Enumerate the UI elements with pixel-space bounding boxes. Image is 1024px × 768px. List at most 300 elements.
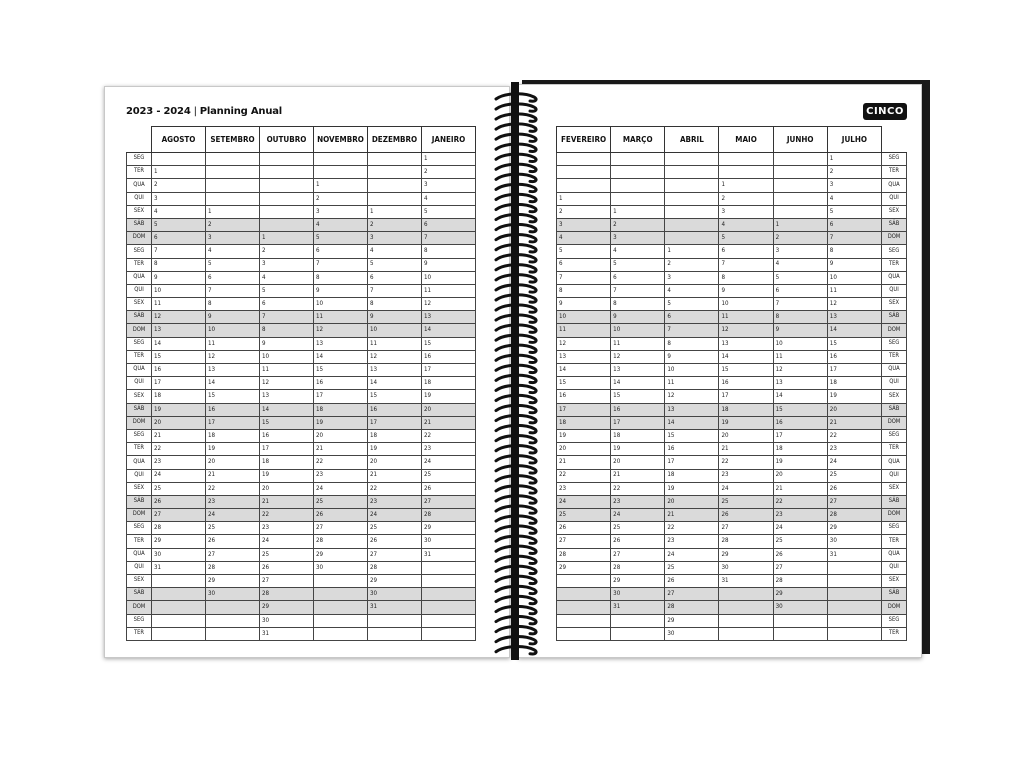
day-cell bbox=[719, 166, 773, 179]
day-cell bbox=[260, 179, 314, 192]
day-row bbox=[557, 166, 907, 179]
day-cell: 4 bbox=[665, 284, 719, 297]
weekday-label: SÁB bbox=[127, 311, 152, 324]
weekday-label: TER bbox=[882, 535, 907, 548]
day-row bbox=[557, 429, 907, 442]
day-cell: 29 bbox=[773, 588, 827, 601]
day-cell: 6 bbox=[611, 271, 665, 284]
spiral-ring bbox=[496, 114, 536, 121]
day-cell: 8 bbox=[611, 298, 665, 311]
spiral-ring bbox=[496, 124, 536, 131]
weekday-label: SÁB bbox=[882, 495, 907, 508]
day-row bbox=[127, 509, 476, 522]
weekday-label: QUA bbox=[882, 548, 907, 561]
spiral-ring bbox=[496, 224, 536, 231]
day-cell bbox=[665, 166, 719, 179]
weekday-label: QUI bbox=[882, 561, 907, 574]
day-cell: 10 bbox=[314, 298, 368, 311]
day-cell: 5 bbox=[368, 258, 422, 271]
day-cell: 11 bbox=[557, 324, 611, 337]
day-cell: 4 bbox=[557, 232, 611, 245]
day-cell bbox=[260, 192, 314, 205]
day-cell: 30 bbox=[422, 535, 476, 548]
day-row bbox=[557, 495, 907, 508]
day-cell: 2 bbox=[773, 232, 827, 245]
day-cell: 29 bbox=[665, 614, 719, 627]
day-cell: 27 bbox=[773, 561, 827, 574]
day-cell: 16 bbox=[260, 429, 314, 442]
day-cell: 29 bbox=[611, 575, 665, 588]
day-cell: 10 bbox=[368, 324, 422, 337]
day-cell: 5 bbox=[773, 271, 827, 284]
day-cell: 31 bbox=[827, 548, 881, 561]
spiral-ring bbox=[496, 506, 536, 513]
day-cell bbox=[314, 588, 368, 601]
day-cell bbox=[611, 166, 665, 179]
day-cell bbox=[422, 627, 476, 640]
day-cell: 27 bbox=[314, 522, 368, 535]
day-cell: 27 bbox=[422, 495, 476, 508]
day-row bbox=[127, 324, 476, 337]
day-cell: 8 bbox=[368, 298, 422, 311]
day-row bbox=[557, 575, 907, 588]
day-cell: 15 bbox=[719, 364, 773, 377]
day-cell: 22 bbox=[206, 482, 260, 495]
spiral-ring bbox=[496, 335, 536, 342]
day-cell bbox=[557, 575, 611, 588]
day-cell: 24 bbox=[422, 456, 476, 469]
day-cell: 23 bbox=[422, 443, 476, 456]
day-cell: 27 bbox=[260, 575, 314, 588]
day-cell: 1 bbox=[665, 245, 719, 258]
spiral-ring bbox=[496, 425, 536, 432]
day-cell: 25 bbox=[314, 495, 368, 508]
day-cell: 18 bbox=[827, 377, 881, 390]
day-cell: 8 bbox=[719, 271, 773, 284]
day-row bbox=[557, 482, 907, 495]
weekday-label: QUA bbox=[127, 548, 152, 561]
day-cell: 7 bbox=[152, 245, 206, 258]
spiral-ring bbox=[496, 375, 536, 382]
day-cell: 21 bbox=[368, 469, 422, 482]
day-cell bbox=[665, 153, 719, 166]
day-cell: 24 bbox=[827, 456, 881, 469]
day-cell: 31 bbox=[260, 627, 314, 640]
day-cell: 17 bbox=[314, 390, 368, 403]
spiral-ring bbox=[496, 546, 536, 553]
weekday-label: SEX bbox=[882, 205, 907, 218]
day-cell: 16 bbox=[422, 350, 476, 363]
brand-logo: CINCO bbox=[863, 103, 907, 120]
spiral-ring bbox=[496, 626, 536, 633]
weekday-label: QUA bbox=[882, 456, 907, 469]
day-row bbox=[557, 337, 907, 350]
day-cell: 12 bbox=[314, 324, 368, 337]
day-cell bbox=[719, 614, 773, 627]
day-cell: 18 bbox=[206, 429, 260, 442]
day-cell: 19 bbox=[827, 390, 881, 403]
weekday-label: DOM bbox=[127, 232, 152, 245]
day-cell: 28 bbox=[557, 548, 611, 561]
day-cell: 16 bbox=[152, 364, 206, 377]
day-cell: 13 bbox=[368, 364, 422, 377]
day-cell: 14 bbox=[314, 350, 368, 363]
day-row bbox=[557, 443, 907, 456]
day-cell: 18 bbox=[260, 456, 314, 469]
day-cell: 16 bbox=[827, 350, 881, 363]
spiral-ring bbox=[496, 446, 536, 453]
spiral-ring bbox=[496, 255, 536, 262]
day-cell: 22 bbox=[314, 456, 368, 469]
day-cell bbox=[719, 627, 773, 640]
month-header: MARÇO bbox=[611, 127, 665, 153]
day-cell: 17 bbox=[665, 456, 719, 469]
day-cell: 1 bbox=[719, 179, 773, 192]
day-row bbox=[127, 456, 476, 469]
day-cell: 16 bbox=[557, 390, 611, 403]
day-cell: 27 bbox=[719, 522, 773, 535]
day-row bbox=[557, 205, 907, 218]
day-cell bbox=[827, 561, 881, 574]
day-cell bbox=[827, 575, 881, 588]
day-row bbox=[127, 271, 476, 284]
day-cell: 2 bbox=[665, 258, 719, 271]
day-cell: 21 bbox=[260, 495, 314, 508]
day-cell: 2 bbox=[557, 205, 611, 218]
spiral-ring bbox=[496, 405, 536, 412]
day-cell: 21 bbox=[665, 509, 719, 522]
day-cell: 10 bbox=[665, 364, 719, 377]
day-cell: 6 bbox=[665, 311, 719, 324]
day-cell: 26 bbox=[611, 535, 665, 548]
day-cell: 21 bbox=[314, 443, 368, 456]
day-row bbox=[557, 469, 907, 482]
day-cell bbox=[422, 601, 476, 614]
weekday-label: SEX bbox=[127, 575, 152, 588]
weekday-label: QUA bbox=[127, 271, 152, 284]
day-cell: 17 bbox=[206, 416, 260, 429]
day-cell: 3 bbox=[368, 232, 422, 245]
day-cell bbox=[206, 601, 260, 614]
spiral-ring bbox=[496, 385, 536, 392]
day-cell: 3 bbox=[152, 192, 206, 205]
day-cell: 20 bbox=[827, 403, 881, 416]
weekday-label: QUA bbox=[882, 179, 907, 192]
day-cell: 25 bbox=[665, 561, 719, 574]
spiral-ring bbox=[496, 566, 536, 573]
day-cell: 30 bbox=[152, 548, 206, 561]
day-cell: 22 bbox=[665, 522, 719, 535]
day-cell: 12 bbox=[260, 377, 314, 390]
spiral-ring bbox=[496, 325, 536, 332]
day-cell bbox=[557, 153, 611, 166]
day-cell: 30 bbox=[665, 627, 719, 640]
day-cell: 4 bbox=[719, 218, 773, 231]
day-row bbox=[557, 601, 907, 614]
day-cell bbox=[314, 614, 368, 627]
day-cell: 24 bbox=[611, 509, 665, 522]
day-cell: 30 bbox=[368, 588, 422, 601]
day-cell: 6 bbox=[368, 271, 422, 284]
weekday-label: SEG bbox=[127, 522, 152, 535]
day-cell bbox=[260, 153, 314, 166]
day-cell: 23 bbox=[827, 443, 881, 456]
day-cell: 19 bbox=[152, 403, 206, 416]
day-cell: 3 bbox=[314, 205, 368, 218]
weekday-label: QUA bbox=[127, 456, 152, 469]
day-row bbox=[557, 509, 907, 522]
day-cell: 13 bbox=[422, 311, 476, 324]
day-cell: 8 bbox=[206, 298, 260, 311]
day-row bbox=[127, 588, 476, 601]
day-cell: 10 bbox=[152, 284, 206, 297]
spiral-ring bbox=[496, 184, 536, 191]
right-calendar-table bbox=[556, 126, 907, 641]
day-cell: 17 bbox=[368, 416, 422, 429]
day-cell: 14 bbox=[368, 377, 422, 390]
weekday-label: SÁB bbox=[127, 218, 152, 231]
day-cell: 18 bbox=[665, 469, 719, 482]
day-cell: 14 bbox=[827, 324, 881, 337]
spiral-ring bbox=[496, 295, 536, 302]
day-row bbox=[557, 311, 907, 324]
day-cell: 5 bbox=[557, 245, 611, 258]
weekday-label: TER bbox=[882, 258, 907, 271]
day-cell: 18 bbox=[422, 377, 476, 390]
day-row bbox=[557, 403, 907, 416]
spiral-ring bbox=[496, 285, 536, 292]
day-cell: 10 bbox=[719, 298, 773, 311]
weekday-label: TER bbox=[127, 166, 152, 179]
day-cell: 7 bbox=[719, 258, 773, 271]
day-cell: 26 bbox=[827, 482, 881, 495]
day-row bbox=[557, 377, 907, 390]
spiral-binding bbox=[490, 90, 540, 660]
day-cell: 2 bbox=[719, 192, 773, 205]
weekday-label: SEX bbox=[127, 205, 152, 218]
day-cell: 3 bbox=[773, 245, 827, 258]
day-row bbox=[127, 601, 476, 614]
day-cell: 6 bbox=[260, 298, 314, 311]
day-cell bbox=[719, 601, 773, 614]
day-cell: 20 bbox=[719, 429, 773, 442]
day-cell: 29 bbox=[260, 601, 314, 614]
day-row bbox=[557, 390, 907, 403]
day-cell: 10 bbox=[206, 324, 260, 337]
day-cell bbox=[827, 601, 881, 614]
day-cell: 23 bbox=[611, 495, 665, 508]
day-cell bbox=[152, 575, 206, 588]
day-cell: 14 bbox=[422, 324, 476, 337]
month-header-row bbox=[557, 127, 907, 153]
day-cell: 5 bbox=[665, 298, 719, 311]
day-cell: 23 bbox=[314, 469, 368, 482]
day-cell: 30 bbox=[611, 588, 665, 601]
weekday-label: TER bbox=[882, 443, 907, 456]
weekday-label: TER bbox=[127, 350, 152, 363]
day-cell: 26 bbox=[422, 482, 476, 495]
day-cell: 21 bbox=[422, 416, 476, 429]
day-row bbox=[127, 548, 476, 561]
day-cell: 20 bbox=[422, 403, 476, 416]
weekday-label: QUA bbox=[127, 364, 152, 377]
day-cell: 27 bbox=[206, 548, 260, 561]
spiral-ring bbox=[496, 345, 536, 352]
day-cell: 25 bbox=[152, 482, 206, 495]
spiral-ring bbox=[496, 415, 536, 422]
day-cell: 29 bbox=[422, 522, 476, 535]
day-row bbox=[557, 258, 907, 271]
left-calendar-table bbox=[126, 126, 476, 641]
day-cell: 6 bbox=[773, 284, 827, 297]
day-cell: 8 bbox=[152, 258, 206, 271]
weekday-label: SEX bbox=[127, 482, 152, 495]
spiral-ring bbox=[496, 435, 536, 442]
day-cell: 6 bbox=[422, 218, 476, 231]
day-cell bbox=[368, 627, 422, 640]
day-row bbox=[127, 627, 476, 640]
day-cell: 23 bbox=[152, 456, 206, 469]
weekday-label: QUA bbox=[882, 364, 907, 377]
day-cell: 5 bbox=[611, 258, 665, 271]
day-cell: 14 bbox=[152, 337, 206, 350]
day-cell bbox=[665, 205, 719, 218]
day-cell: 12 bbox=[206, 350, 260, 363]
day-cell: 28 bbox=[422, 509, 476, 522]
day-cell: 16 bbox=[368, 403, 422, 416]
day-cell: 9 bbox=[152, 271, 206, 284]
day-cell: 23 bbox=[206, 495, 260, 508]
day-cell: 18 bbox=[719, 403, 773, 416]
day-row bbox=[557, 614, 907, 627]
day-cell: 28 bbox=[611, 561, 665, 574]
day-row bbox=[127, 205, 476, 218]
day-cell: 23 bbox=[773, 509, 827, 522]
day-row bbox=[557, 153, 907, 166]
day-cell: 9 bbox=[260, 337, 314, 350]
day-cell: 11 bbox=[773, 350, 827, 363]
spiral-ring bbox=[496, 496, 536, 503]
spiral-ring bbox=[496, 164, 536, 171]
day-row bbox=[557, 364, 907, 377]
day-cell: 12 bbox=[368, 350, 422, 363]
weekday-label: DOM bbox=[127, 324, 152, 337]
weekday-label: SÁB bbox=[882, 218, 907, 231]
day-cell: 25 bbox=[206, 522, 260, 535]
day-cell bbox=[206, 153, 260, 166]
day-cell: 1 bbox=[368, 205, 422, 218]
day-cell: 21 bbox=[719, 443, 773, 456]
day-cell: 18 bbox=[611, 429, 665, 442]
day-row bbox=[557, 324, 907, 337]
day-cell: 20 bbox=[206, 456, 260, 469]
weekday-label: DOM bbox=[127, 601, 152, 614]
day-cell: 28 bbox=[773, 575, 827, 588]
day-cell bbox=[152, 153, 206, 166]
day-cell: 24 bbox=[314, 482, 368, 495]
day-cell: 11 bbox=[152, 298, 206, 311]
day-cell: 15 bbox=[557, 377, 611, 390]
day-cell: 25 bbox=[368, 522, 422, 535]
day-cell: 8 bbox=[557, 284, 611, 297]
weekday-label: SEX bbox=[882, 390, 907, 403]
day-cell bbox=[773, 179, 827, 192]
day-cell: 11 bbox=[314, 311, 368, 324]
day-cell bbox=[773, 205, 827, 218]
day-cell bbox=[152, 614, 206, 627]
day-row bbox=[557, 627, 907, 640]
day-cell: 5 bbox=[260, 284, 314, 297]
weekday-label: TER bbox=[127, 627, 152, 640]
spiral-ring bbox=[496, 204, 536, 211]
day-cell: 31 bbox=[152, 561, 206, 574]
weekday-label: QUI bbox=[882, 469, 907, 482]
day-row bbox=[127, 495, 476, 508]
day-row bbox=[557, 548, 907, 561]
day-cell bbox=[422, 561, 476, 574]
weekday-label: SEG bbox=[882, 614, 907, 627]
weekday-label: DOM bbox=[882, 416, 907, 429]
day-row bbox=[127, 614, 476, 627]
day-cell: 24 bbox=[719, 482, 773, 495]
month-header: OUTUBRO bbox=[260, 127, 314, 153]
day-cell: 28 bbox=[314, 535, 368, 548]
day-row bbox=[557, 416, 907, 429]
day-cell: 19 bbox=[260, 469, 314, 482]
day-row bbox=[127, 390, 476, 403]
day-row bbox=[557, 192, 907, 205]
day-cell: 4 bbox=[368, 245, 422, 258]
day-cell: 12 bbox=[719, 324, 773, 337]
day-row bbox=[127, 153, 476, 166]
day-cell: 14 bbox=[665, 416, 719, 429]
day-cell bbox=[773, 166, 827, 179]
weekday-label: SEX bbox=[127, 390, 152, 403]
day-cell: 11 bbox=[827, 284, 881, 297]
day-cell: 9 bbox=[368, 311, 422, 324]
day-cell: 27 bbox=[665, 588, 719, 601]
weekday-label: SÁB bbox=[882, 311, 907, 324]
month-header: MAIO bbox=[719, 127, 773, 153]
day-cell: 19 bbox=[665, 482, 719, 495]
day-cell: 6 bbox=[557, 258, 611, 271]
day-cell: 1 bbox=[260, 232, 314, 245]
day-cell: 24 bbox=[260, 535, 314, 548]
day-cell bbox=[152, 588, 206, 601]
day-cell bbox=[773, 627, 827, 640]
day-row bbox=[127, 535, 476, 548]
day-cell bbox=[422, 575, 476, 588]
day-cell bbox=[152, 627, 206, 640]
day-cell: 7 bbox=[827, 232, 881, 245]
day-cell: 16 bbox=[611, 403, 665, 416]
day-cell: 14 bbox=[557, 364, 611, 377]
day-row bbox=[557, 245, 907, 258]
day-cell: 14 bbox=[611, 377, 665, 390]
spiral-ring bbox=[496, 466, 536, 473]
day-row bbox=[557, 284, 907, 297]
weekday-label: TER bbox=[882, 350, 907, 363]
day-cell: 1 bbox=[557, 192, 611, 205]
day-cell: 23 bbox=[665, 535, 719, 548]
spiral-ring bbox=[496, 536, 536, 543]
day-cell: 9 bbox=[611, 311, 665, 324]
day-cell: 3 bbox=[206, 232, 260, 245]
weekday-label: QUI bbox=[127, 377, 152, 390]
day-cell: 14 bbox=[719, 350, 773, 363]
day-cell: 5 bbox=[719, 232, 773, 245]
day-cell: 28 bbox=[260, 588, 314, 601]
